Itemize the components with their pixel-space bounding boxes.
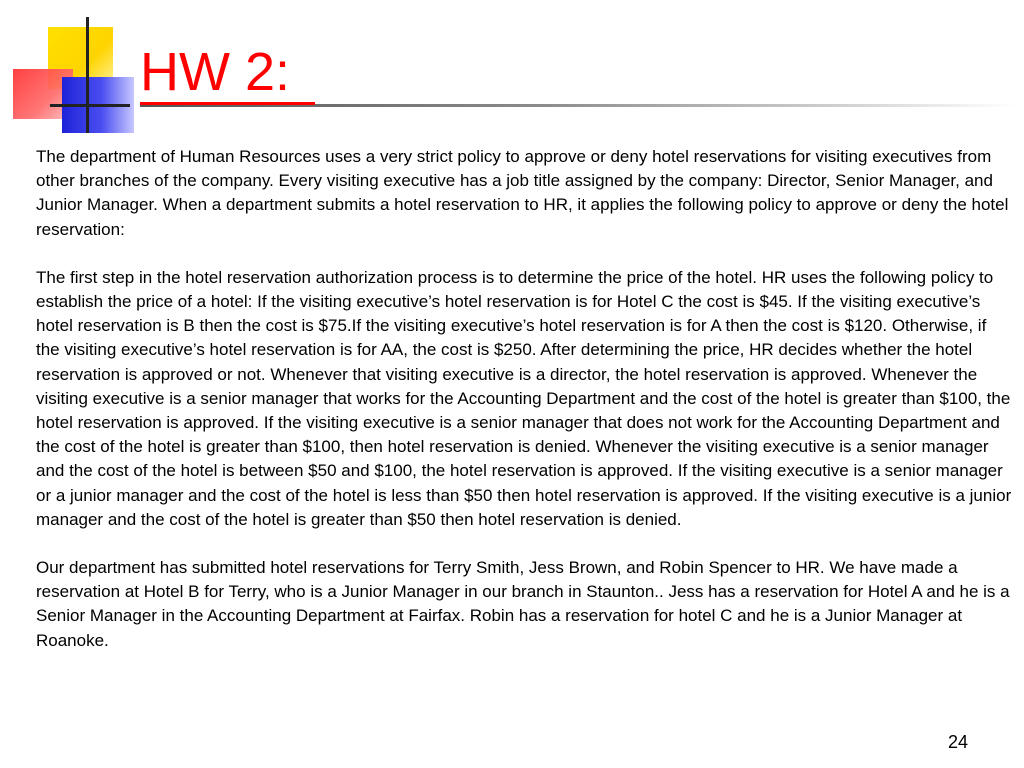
paragraph-policy-intro: The department of Human Resources uses a very strict policy to approve or deny hotel reservations for visiting executives from other branches of the company. Every visiting executive has a job title assigned by the company: Director, Senior Manager, and Junior Manager. When a department submits a hotel reservation to HR, it applies the following policy to approve or deny the hotel reservation: bbox=[36, 147, 1009, 239]
page-number: 24 bbox=[947, 732, 968, 752]
paragraph-reservations: Our department has submitted hotel reservations for Terry Smith, Jess Brown, and Robin Spencer to HR. We have made a reservation at Hotel B for Terry, who is a Junior Manager in our branch in Staunton.. Jess has a reservation for Hotel A and he is a Senior Manager in the Accounting Department at Fairfax. Robin has a reservation for hotel C and he is a Junior Manager at Roanoke. bbox=[36, 558, 1010, 650]
paragraph-policy-rules: The first step in the hotel reservation authorization process is to determine the price of the hotel. HR uses the following policy to establish the price of a hotel: If the visiting executive’s hotel reservation is for Hotel C the cost is $45. If the visiting executive’s hotel reservation is B then the cost is $75.If the visiting executive’s hotel reservation is for A then the cost is $120. Otherwise, if the visiting executive’s hotel reservation is for AA, the cost is $250. After determining the price, HR decides whether the hotel reservation is approved or not. Whenever that visiting executive is a director, the hotel reservation is approved. Whenever the visiting executive is a senior manager that works for the Accounting Department and the cost of the hotel is greater than $100, the hotel reservation is approved. If the visiting executive is a senior manager that does not work for the Accounting Department and the cost of the hotel is greater than $100, then hotel reservation is denied. Whenever the visiting executive is a senior manager and the cost of the hotel is between $50 and $100, the hotel reservation is approved. If the visiting executive is a senior manager or a junior manager and the cost of the hotel is less than $50 then hotel reservation is approved. If the visiting executive is a junior manager and the cost of the hotel is greater than $50 then hotel reservation is denied. bbox=[36, 267, 1012, 529]
title-underline bbox=[140, 102, 315, 105]
slide-title: HW 2: bbox=[140, 42, 291, 102]
slide-body bbox=[36, 145, 1014, 677]
logo-horizontal-line bbox=[50, 104, 130, 107]
logo-vertical-line bbox=[86, 17, 89, 133]
